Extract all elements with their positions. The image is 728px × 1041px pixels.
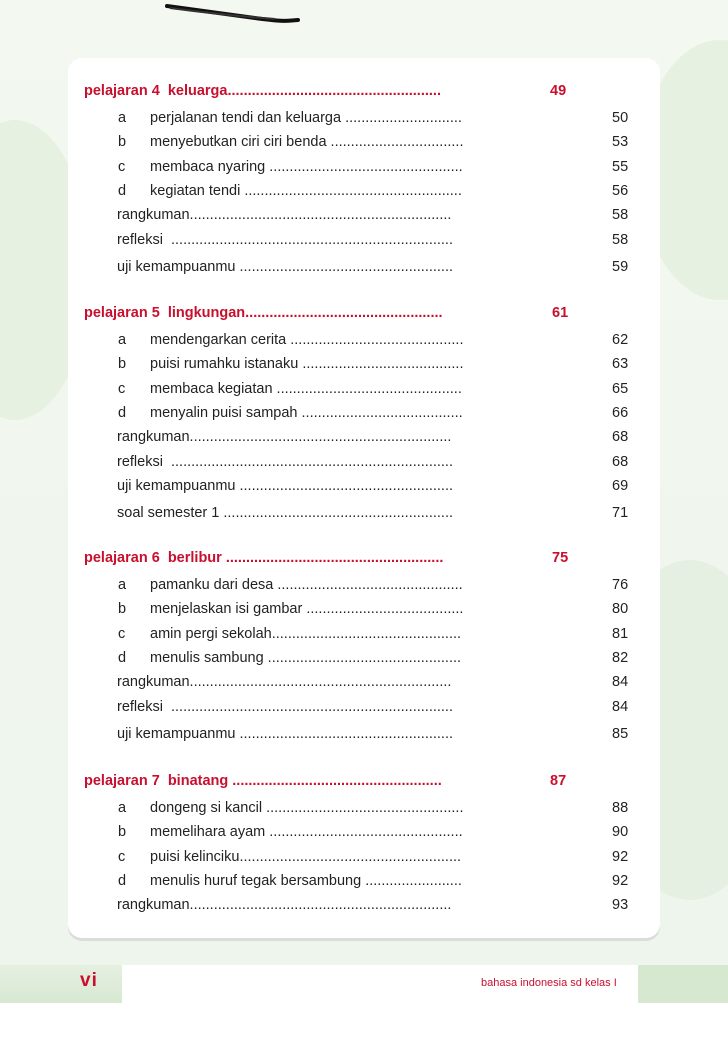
- section-entry: rangkuman.................................................................: [117, 429, 452, 446]
- item-title: menulis huruf tegak bersambung ........................: [150, 872, 462, 889]
- footer-corner: [638, 965, 728, 1003]
- item-letter: a: [118, 332, 127, 348]
- item-page: 92: [612, 872, 629, 889]
- chapter-page: 61: [552, 305, 569, 321]
- page-number-label: vi: [80, 970, 98, 991]
- section-entry: soal semester 1 .........................................................: [117, 505, 454, 522]
- section-entry: uji kemampuanmu .....................................................: [117, 258, 454, 275]
- item-letter: c: [118, 848, 126, 865]
- section-page: 84: [612, 698, 629, 715]
- item-title: dongeng si kancil .................................................: [150, 800, 464, 816]
- item-page: 81: [612, 625, 629, 642]
- book-title: bahasa indonesia sd kelas I: [481, 977, 617, 989]
- item-letter: a: [118, 800, 127, 816]
- item-letter: a: [118, 577, 127, 593]
- item-title: membaca nyaring ................................................: [150, 158, 463, 175]
- item-letter: b: [118, 134, 127, 151]
- item-title: menulis sambung ................................................: [150, 649, 462, 666]
- item-letter: d: [118, 649, 127, 666]
- item-page: 63: [612, 356, 629, 373]
- section-page: 69: [612, 477, 629, 494]
- section-entry: refleksi ......................................................................: [117, 698, 453, 715]
- item-letter: b: [118, 601, 127, 618]
- item-page: 82: [612, 649, 629, 666]
- section-page: 59: [612, 258, 629, 275]
- section-page: 93: [612, 897, 629, 914]
- item-page: 55: [612, 158, 629, 175]
- item-letter: d: [118, 872, 127, 889]
- item-title: menyalin puisi sampah ........................................: [150, 404, 463, 421]
- item-letter: d: [118, 182, 127, 199]
- chapter-title: pelajaran 4 keluarga.....................................................: [84, 83, 441, 99]
- section-page: 68: [612, 429, 629, 446]
- item-page: 66: [612, 404, 629, 421]
- item-page: 65: [612, 380, 629, 397]
- section-entry: refleksi ......................................................................: [117, 231, 453, 248]
- item-letter: c: [118, 158, 126, 175]
- section-page: 58: [612, 231, 629, 248]
- item-title: pamanku dari desa ..............................................: [150, 577, 463, 593]
- section-entry: rangkuman.................................................................: [117, 897, 452, 914]
- item-page: 62: [612, 332, 629, 348]
- chapter-page: 87: [550, 773, 567, 789]
- item-letter: d: [118, 404, 127, 421]
- section-entry: uji kemampuanmu .....................................................: [117, 725, 454, 742]
- item-page: 53: [612, 134, 629, 151]
- item-title: kegiatan tendi ......................................................: [150, 182, 462, 199]
- section-page: 68: [612, 453, 629, 470]
- section-entry: uji kemampuanmu .....................................................: [117, 477, 454, 494]
- section-entry: refleksi ......................................................................: [117, 453, 453, 470]
- item-page: 92: [612, 848, 629, 865]
- section-entry: rangkuman.................................................................: [117, 674, 452, 691]
- chapter-title: pelajaran 6 berlibur ......................................................: [84, 550, 444, 566]
- item-title: menyebutkan ciri ciri benda .................................: [150, 134, 464, 151]
- item-letter: c: [118, 625, 126, 642]
- item-title: puisi rumahku istanaku ........................................: [150, 356, 464, 373]
- item-letter: b: [118, 824, 127, 841]
- item-page: 90: [612, 824, 629, 841]
- section-page: 71: [612, 505, 629, 522]
- section-entry: rangkuman.................................................................: [117, 207, 452, 224]
- item-title: memelihara ayam ................................................: [150, 824, 463, 841]
- item-title: membaca kegiatan ..............................................: [150, 380, 462, 397]
- chapter-title: pelajaran 7 binatang ....................................................: [84, 773, 442, 789]
- item-title: perjalanan tendi dan keluarga .............................: [150, 110, 462, 126]
- item-page: 80: [612, 601, 629, 618]
- item-page: 56: [612, 182, 629, 199]
- item-title: mendengarkan cerita ...........................................: [150, 332, 464, 348]
- item-letter: b: [118, 356, 127, 373]
- item-letter: c: [118, 380, 126, 397]
- item-page: 76: [612, 577, 629, 593]
- section-page: 85: [612, 725, 629, 742]
- chapter-title: pelajaran 5 lingkungan.................................................: [84, 305, 443, 321]
- chapter-page: 49: [550, 83, 567, 99]
- item-title: menjelaskan isi gambar .......................................: [150, 601, 464, 618]
- item-title: puisi kelinciku.......................................................: [150, 848, 462, 865]
- section-page: 58: [612, 207, 629, 224]
- item-page: 50: [612, 110, 629, 126]
- item-title: amin pergi sekolah...............................................: [150, 625, 462, 642]
- item-letter: a: [118, 110, 127, 126]
- section-page: 84: [612, 674, 629, 691]
- chapter-page: 75: [552, 550, 569, 566]
- item-page: 88: [612, 800, 629, 816]
